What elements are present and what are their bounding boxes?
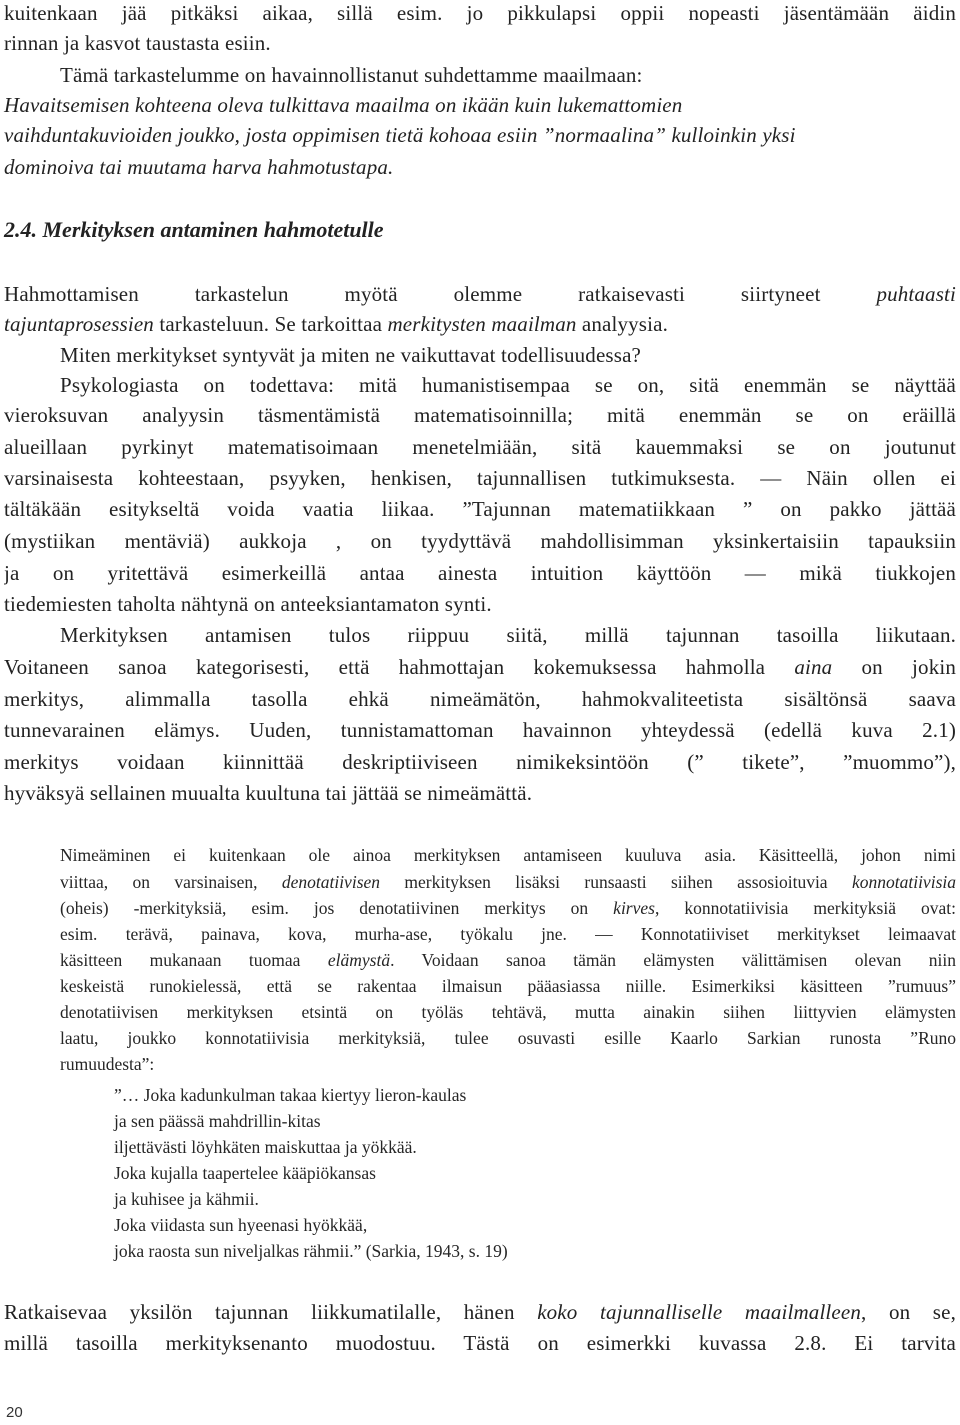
poem-line-7: joka raosta sun niveljalkas rähmii.” (Sarkia, 1943, s. 19) <box>114 1241 508 1261</box>
summary-line-1: Tämä tarkastelumme on havainnollistanut suhdettamme maailmaan: <box>60 63 643 87</box>
para3-line-2 <box>4 652 956 682</box>
quote-line-2 <box>60 869 956 895</box>
para3-line-1: Merkityksen antamisen tulos riippuu siitä, millä tajunnan tasoilla liikutaan. <box>60 623 956 647</box>
page-number: 20 <box>6 1404 23 1421</box>
para1-line-2-text: tarkasteluun. Se tarkoittaa <box>153 312 388 336</box>
quote-line-6: keskeistä runokielessä, että se rakentaa ilmaisun pääasiassa niille. Esimerkiksi käsitteen ”rumuus” <box>60 976 956 996</box>
quote-line-9: rumuudesta”: <box>60 1054 155 1074</box>
quote-line-3-text: (oheis) -merkityksiä, esim. jos denotatiivinen merkitys on <box>60 898 614 918</box>
quote-line-5-text: käsitteen mukanaan tuomaa <box>60 950 328 970</box>
para1-line-3: Miten merkitykset syntyvät ja miten ne vaikuttavat todellisuudessa? <box>60 343 642 367</box>
para2-line-1: Psykologiasta on todettava: mitä humanistisempaa se on, sitä enemmän se näyttää <box>60 373 956 397</box>
intro-line-2: rinnan ja kasvot taustasta esiin. <box>4 31 271 55</box>
quote-line-2-mid: merkityksen lisäksi runsaasti siihen assosioituvia <box>380 872 852 892</box>
poem-line-4: Joka kujalla taapertelee kääpiökansas <box>114 1163 376 1183</box>
para1-line-1-italic: puhtaasti <box>876 282 956 306</box>
para2-line-2: vieroksuvan analyysin täsmentämistä matematisoinnilla; mitä enemmän se on eräillä <box>4 403 956 427</box>
para2-line-5: tältäkään esitykseltä voida vaatia liikaa. ”Tajunnan matematiikkaan ” on pakko jättää <box>4 497 956 521</box>
para2-line-6: (mystiikan mentäviä) aukkoja , on tyydyttävä mahdollisimman yksinkertaisiin tapauksiin <box>4 529 956 553</box>
quote-line-8: laatu, joukko konnotatiivisia merkityksiä, tulee osuvasti esille Kaarlo Sarkian runosta ”Runo <box>60 1028 956 1048</box>
para1-line-2 <box>4 309 956 339</box>
para1-line-1 <box>4 279 956 309</box>
poem-line-5: ja kuhisee ja kähmii. <box>114 1189 259 1209</box>
para3-line-2-italic: aina <box>794 655 833 679</box>
para1-line-2-italic: tajuntaprosessien <box>4 312 154 336</box>
quote-line-2-italic-2: konnotatiivisia <box>851 872 956 892</box>
para1-line-2-italic-2: merkitysten maailman <box>387 312 577 336</box>
para4-line-1-end: , on se, <box>861 1300 956 1324</box>
para4-line-2: millä tasoilla merkityksenanto muodostuu. Tästä on esimerkki kuvassa 2.8. Ei tarvita <box>4 1331 956 1355</box>
summary-line-3: vaihduntakuvioiden joukko, josta oppimisen tietä kohoaa esiin ”normaalina” kulloinkin yksi <box>4 123 796 147</box>
para4-line-1 <box>4 1297 956 1327</box>
para3-line-4: tunnevarainen elämys. Uuden, tunnistamattoman havainnon yhteydessä (edellä kuva 2.1) <box>4 718 956 742</box>
quote-line-5 <box>60 947 956 973</box>
quote-line-2-text: viittaa, on varsinaisen, <box>60 872 282 892</box>
para2-line-4: varsinaisesta kohteestaan, psyyken, henkisen, tajunnallisen tutkimuksesta. — Näin ollen ei <box>4 466 956 490</box>
para2-line-8: tiedemiesten taholta nähtynä on anteeksiantamaton synti. <box>4 592 492 616</box>
quote-line-3-italic: kirves <box>613 898 655 918</box>
quote-line-5-end: . Voidaan sanoa tämän elämysten välittämisen olevan niin <box>390 950 956 970</box>
para4-line-1-italic: koko tajunnalliselle maailmalleen <box>537 1300 862 1324</box>
quote-line-4: esim. terävä, painava, kova, murha-ase, työkalu jne. — Konnotatiiviset merkitykset leimaavat <box>60 924 956 944</box>
quote-line-2-italic: denotatiivisen <box>281 872 381 892</box>
quote-line-5-italic: elämystä <box>327 950 391 970</box>
quote-line-1: Nimeäminen ei kuitenkaan ole ainoa merkityksen antamiseen kuuluva asia. Käsitteellä, johon nimi <box>60 845 956 865</box>
summary-line-2: Havaitsemisen kohteena oleva tulkittava maailma on ikään kuin lukemattomien <box>4 93 683 117</box>
para3-line-2-end: on jokin <box>832 655 956 679</box>
quote-line-3-end: , konnotatiivisia merkityksiä ovat: <box>654 898 956 918</box>
quote-line-7: denotatiivisen merkityksen etsintä on työläs tehtävä, mutta ainakin siihen liittyvien elämysten <box>60 1002 956 1022</box>
poem-line-2: ja sen päässä mahdrillin-kitas <box>114 1111 321 1131</box>
para3-line-3: merkitys, alimmalla tasolla ehkä nimeämätön, hahmokvaliteetista sisältönsä saava <box>4 687 956 711</box>
para2-line-7: ja on yritettävä esimerkeillä antaa ainesta intuition käyttöön — mikä tiukkojen <box>4 561 956 585</box>
section-heading: 2.4. Merkityksen antaminen hahmotetulle <box>4 217 384 242</box>
poem-line-6: Joka viidasta sun hyeenasi hyökkää, <box>114 1215 368 1235</box>
poem-line-3: iljettävästi löyhkäten maiskuttaa ja yökkää. <box>114 1137 417 1157</box>
intro-line-1: kuitenkaan jää pitkäksi aikaa, sillä esim. jo pikkulapsi oppii nopeasti jäsentämään äidin <box>4 1 956 25</box>
para3-line-2-text: Voitaneen sanoa kategorisesti, että hahmottajan kokemuksessa hahmolla <box>4 655 795 679</box>
poem-line-1: ”… Joka kadunkulman takaa kiertyy lieron-kaulas <box>114 1085 467 1105</box>
para2-line-3: alueillaan pyrkinyt matematisoimaan menetelmiään, sitä kauemmaksi se on joutunut <box>4 435 956 459</box>
para3-line-6: hyväksyä sellainen muualta kuultuna tai jättää se nimeämättä. <box>4 781 533 805</box>
para1-line-1-text: Hahmottamisen tarkastelun myötä olemme ratkaisevasti siirtyneet <box>4 282 821 306</box>
para4-line-1-text: Ratkaisevaa yksilön tajunnan liikkumatilalle, hänen <box>4 1300 538 1324</box>
para3-line-5: merkitys voidaan kiinnittää deskriptiiviseen nimikeksintöön (” tikete”, ”muommo”), <box>4 750 956 774</box>
summary-line-4: dominoiva tai muutama harva hahmotustapa. <box>4 155 394 179</box>
quote-line-3 <box>60 895 956 921</box>
para1-line-2-end: analyysia. <box>576 312 668 336</box>
